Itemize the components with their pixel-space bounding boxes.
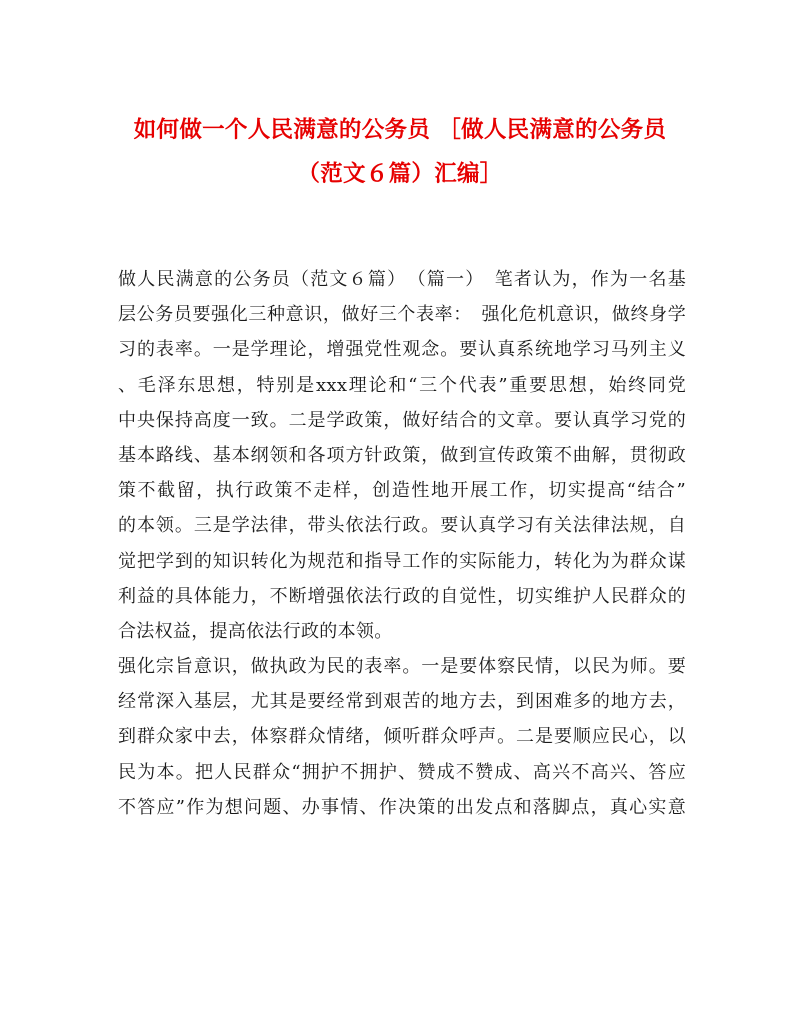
body-line: 的本领。三是学法律，带头依法行政。要认真学习有关法律法规，自	[118, 515, 686, 537]
body-line: 到群众家中去，体察群众情绪，倾听群众呼声。二是要顺应民心，以	[118, 726, 686, 748]
body-line: 做人民满意的公务员（范文６篇） （篇一） 笔者认为，作为一名基	[118, 269, 686, 290]
document-body	[118, 262, 686, 825]
body-line: 强化宗旨意识，做执政为民的表率。一是要体察民情，以民为师。要	[118, 656, 686, 678]
body-line: 觉把学到的知识转化为规范和指导工作的实际能力，转化为为群众谋	[118, 550, 686, 572]
body-line: 经常深入基层，尤其是要经常到艰苦的地方去，到困难多的地方去，	[118, 691, 686, 713]
title-line: （范文６篇）汇编］	[297, 161, 503, 187]
body-line: 中央保持高度一致。二是学政策，做好结合的文章。要认真学习党的	[118, 409, 686, 431]
body-line: 合法权益，提高依法行政的本领。	[118, 620, 393, 642]
body-line: 层公务员要强化三种意识，做好三个表率： 强化危机意识，做终身学	[118, 304, 686, 326]
body-line: 策不截留，执行政策不走样，创造性地开展工作，切实提高“结合”	[118, 480, 686, 502]
body-line: 基本路线、基本纲领和各项方针政策，做到宣传政策不曲解，贯彻政	[118, 444, 686, 466]
body-line: 民为本。把人民群众“拥护不拥护、赞成不赞成、高兴不高兴、答应	[118, 761, 686, 783]
body-line: 利益的具体能力，不断增强依法行政的自觉性，切实维护人民群众的	[118, 585, 686, 607]
body-line: 、毛泽东思想，特别是xxx理论和“三个代表”重要思想，始终同党	[118, 374, 686, 396]
title-line: 如何做一个人民满意的公务员 ［做人民满意的公务员	[133, 117, 667, 143]
document-title	[100, 108, 700, 196]
body-line: 不答应”作为想问题、办事情、作决策的出发点和落脚点，真心实意	[118, 796, 686, 818]
body-line: 习的表率。一是学理论，增强党性观念。要认真系统地学习马列主义	[118, 339, 686, 361]
